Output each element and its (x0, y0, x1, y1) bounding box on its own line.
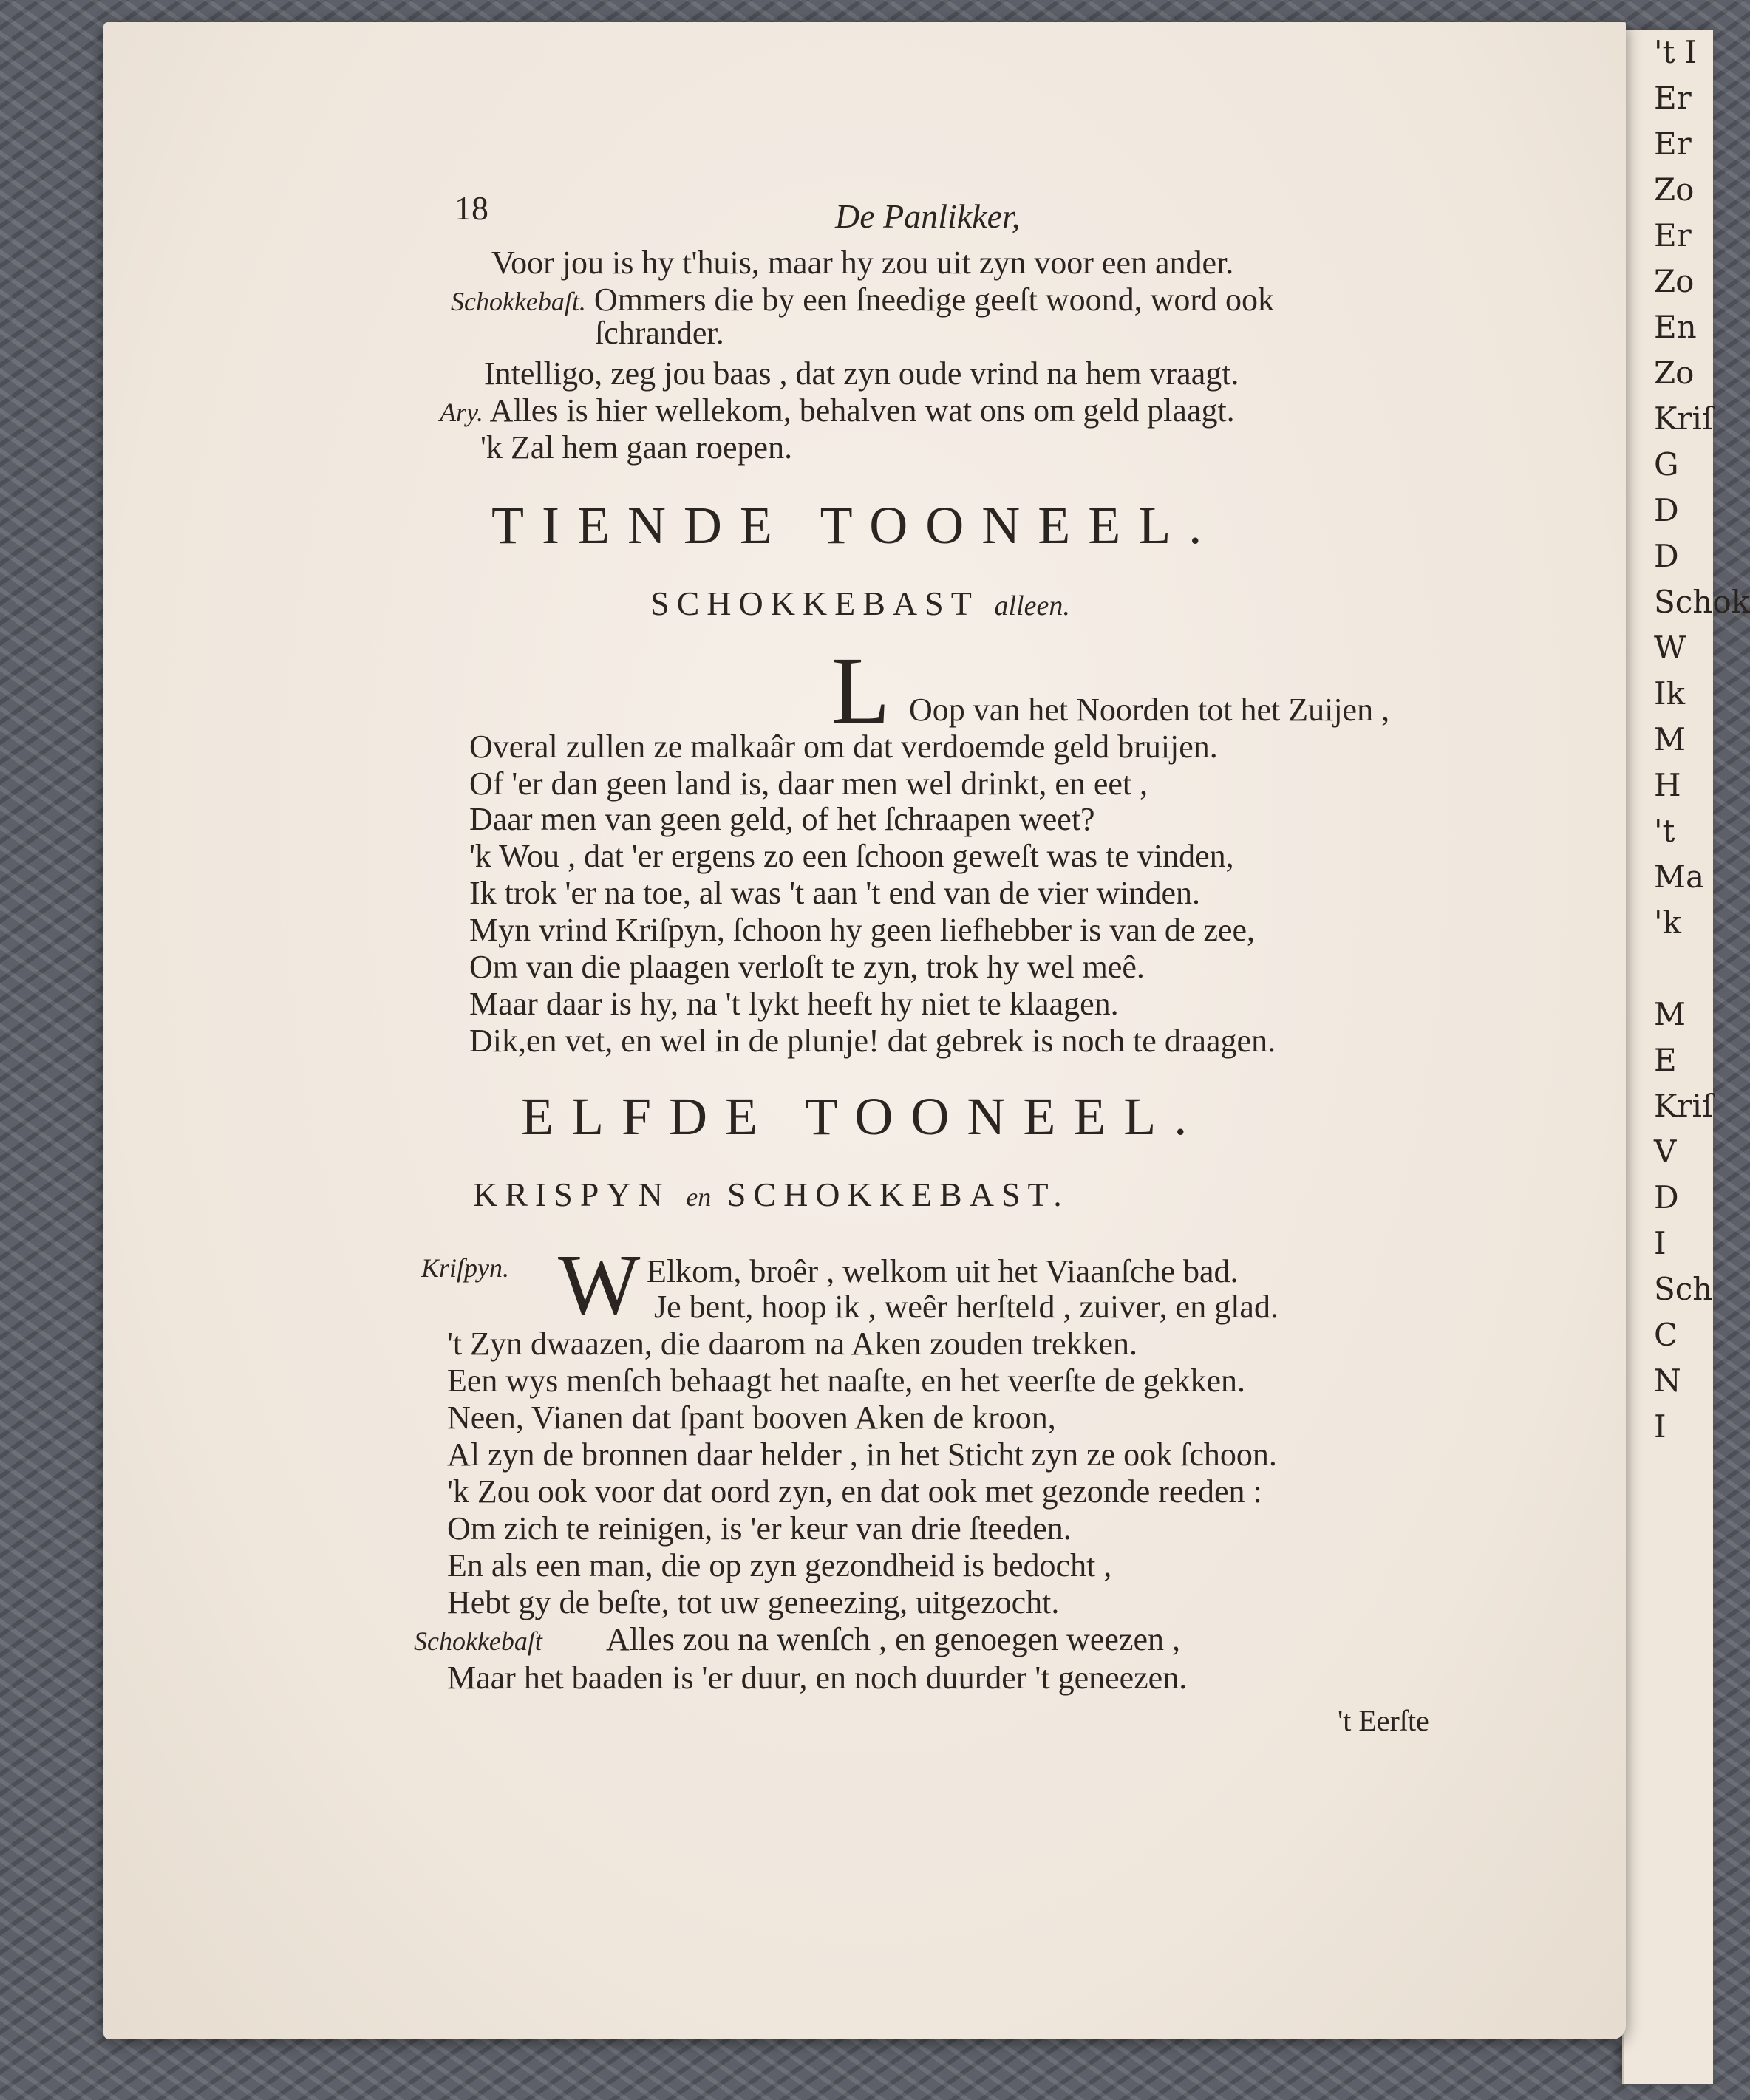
verse-line: Maar daar is hy, na 't lykt heeft hy niet te klaagen. (469, 986, 1119, 1022)
verse-line (595, 314, 724, 352)
conjunction: en (686, 1182, 712, 1212)
running-head: De Panlikker, (835, 197, 1021, 235)
verse-line: Maar het baaden is 'er duur, en noch duurder 't geneezen. (447, 1660, 1188, 1696)
scene-subtitle (650, 584, 1070, 623)
verse-line (440, 392, 1235, 429)
verse-line: 't Zyn dwaazen, die daarom na Aken zouden trekken. (447, 1326, 1138, 1362)
verse-line: Myn vrind Kriſpyn, ſchoon hy geen liefhebber is van de zee, (469, 912, 1256, 948)
verse-line: 'k Wou , dat 'er ergens zo een ſchoon geweſt was te vinden, (469, 838, 1234, 874)
verse-line: Een wys menſch behaagt het naaſte, en het veerſte de gekken. (447, 1363, 1245, 1399)
scene-title: TIENDE TOONEEL. (491, 496, 1220, 555)
verse-line: 'k Zou ook voor dat oord zyn, en dat ook met gezonde reeden : (447, 1473, 1262, 1510)
next-page-text: 't I Er Er Zo Er Zo En Zo Kriſ G D D Schok W Ik M H 't Ma 'k M E Kriſ V D I Sch C N I (1654, 34, 1750, 1445)
verse-line (480, 429, 792, 466)
verse-line: Oop van het Noorden tot het Zuijen , (909, 692, 1390, 728)
verse-text: ſchrander. (595, 315, 724, 351)
verse-line: Ik trok 'er na toe, al was 't aan 't end van de vier winden. (469, 875, 1200, 911)
speaker-name: Ary. (440, 398, 483, 427)
drop-cap: L (831, 638, 891, 744)
verse-line: Dik,en vet, en wel in de plunje! dat gebrek is noch te draagen. (469, 1023, 1276, 1059)
drop-cap: W (558, 1236, 641, 1333)
speaker-name: Schokkebaſt (414, 1626, 542, 1656)
verse-line: Daar men van geen geld, of het ſchraapen weet? (469, 801, 1095, 837)
scene-title: ELFDE TOONEEL. (521, 1087, 1205, 1146)
book-page (103, 22, 1626, 2039)
verse-line (451, 281, 1274, 318)
character-name: SCHOKKEBAST (650, 584, 978, 622)
verse-line: Overal zullen ze malkaâr om dat verdoemde geld bruijen. (469, 729, 1218, 765)
verse-line: En als een man, die op zyn gezondheid is bedocht , (447, 1547, 1112, 1583)
verse-line: Alles zou na wenſch , en genoegen weezen , (606, 1621, 1181, 1657)
verse-text: Ommers die by een ſneedige geeſt woond, word ook (593, 282, 1275, 318)
verse-line: Of 'er dan geen land is, daar men wel drinkt, en eet , (469, 766, 1148, 802)
next-page-edge (1622, 30, 1750, 2084)
verse-text: Intelligo, zeg jou baas , dat zyn oude vrind na hem vraagt. (484, 355, 1239, 392)
verse-line: Je bent, hoop ik , weêr herſteld , zuiver, en glad. (654, 1289, 1279, 1325)
verse-text: Alles is hier wellekom, behalven wat ons om geld plaagt. (489, 392, 1235, 429)
verse-line: Hebt gy de beſte, tot uw geneezing, uitgezocht. (447, 1584, 1060, 1620)
verse-line: Al zyn de bronnen daar helder , in het Sticht zyn ze ook ſchoon. (447, 1436, 1277, 1473)
verse-line: Elkom, broêr , welkom uit het Viaanſche bad. (647, 1253, 1239, 1289)
page-number: 18 (454, 189, 488, 227)
stage-direction: alleen. (994, 590, 1070, 621)
verse-line (491, 244, 1233, 282)
speaker-name: Schokkebaſt. (451, 287, 586, 316)
verse-text: Voor jou is hy t'huis, maar hy zou uit zyn voor een ander. (491, 245, 1234, 281)
speaker-name: Kriſpyn. (421, 1253, 510, 1283)
verse-line (484, 355, 1239, 392)
verse-line: Neen, Vianen dat ſpant booven Aken de kroon, (447, 1400, 1056, 1436)
character-name: KRISPYN (473, 1176, 670, 1213)
verse-line: Om van die plaagen verloſt te zyn, trok hy wel meê. (469, 949, 1145, 985)
verse-line: Om zich te reinigen, is 'er keur van drie ſteeden. (447, 1510, 1072, 1547)
catchword: 't Eerſte (1338, 1704, 1429, 1737)
verse-text: 'k Zal hem gaan roepen. (480, 429, 793, 466)
character-name: SCHOKKEBAST. (726, 1176, 1069, 1213)
scene-subtitle (473, 1175, 1069, 1214)
